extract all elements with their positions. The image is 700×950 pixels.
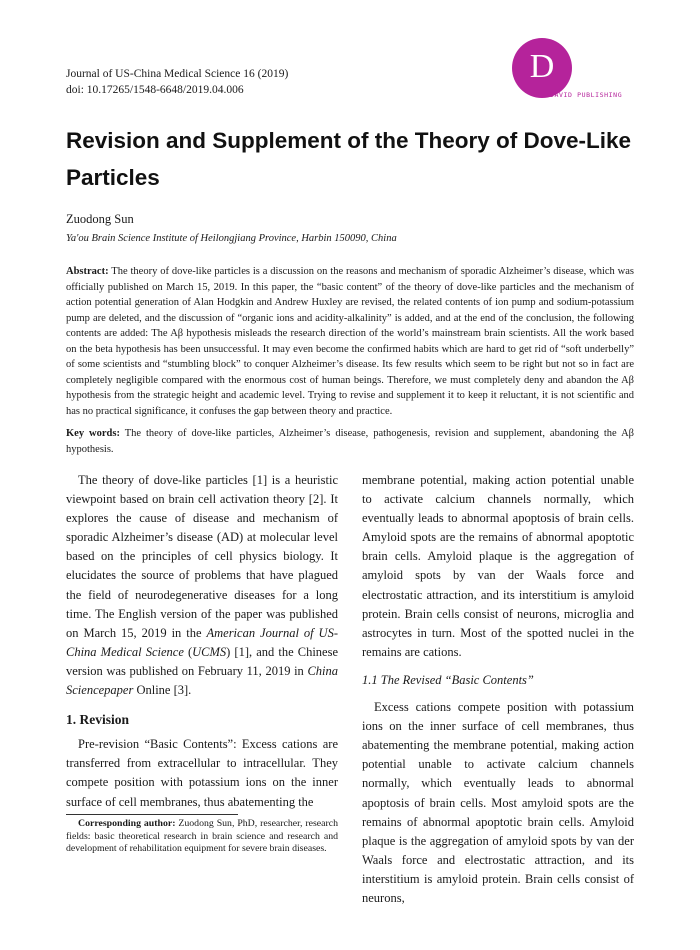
publisher-logo — [512, 38, 632, 118]
revision-paragraph: Pre-revision “Basic Contents”: Excess cations are transferred from extracellular to intracellular. They compete position with potassium ions on the inner surface of cell membranes, thus abatementing the — [66, 737, 338, 809]
keywords-label: Key words: — [66, 428, 120, 439]
intro-paragraph — [66, 471, 338, 700]
intro-text-d: Online [3]. — [133, 683, 192, 698]
section-heading: 1. Revision — [66, 712, 130, 728]
subsection-heading: 1.1 The Revised “Basic Contents” — [362, 672, 534, 687]
journal-name-2: China Sciencepaper — [66, 663, 338, 698]
journal-citation: Journal of US-China Medical Science 16 (2019) — [66, 68, 289, 80]
left-column — [66, 471, 338, 812]
paper-title: Revision and Supplement of the Theory of Dove-Like Particles — [66, 128, 632, 190]
footnote-text: Zuodong Sun, PhD, researcher, research fields: basic theoretical research in brain science and research and development of rehabilitation equipment for severe brain diseases. — [66, 818, 338, 854]
revised-contents-paragraph: Excess cations compete position with potassium ions on the inner surface of cell membranes, thus abatementing the membrane potential, making action potential unable to activate calcium channels normally, which eventually leads to abnormal apoptosis of brain cells. Most amyloid spots are the remains of abnormal apoptotic brain cells. Amyloid plaque is the aggregation of amyloid spots by van der Waals force and electrostatic attraction, and its interstitium is amyloid protein. Brain cells consist of neurons, — [362, 700, 634, 905]
abstract-label: Abstract: — [66, 266, 109, 277]
abstract-text: The theory of dove-like particles is a discussion on the reasons and mechanism of sporadic Alzheimer’s disease, which was officially published on March 15, 2019. In this paper, the “basic content” of the theory of dove-like particles and the mechanism of action potential generation of Alan Hodgkin and Andrew Huxley are revised, the related contents of ion pump and sodium-potassium pump are deleted, and the discussion of “organic ions and acidity-alkalinity” is added, and at the end of the conclusion, the following contents are added: The Aβ hypothesis misleads the research direction of the world’s mainstream brain scientists. All the work based on the beta hypothesis has been unsuccessful. It may even become the confirmed habits which are hard to get rid of “soft underbelly” of some scientists and “stumbling block” to conquer Alzheimer’s disease. Its few results which seem to be right but not so in fact are completely negligible compared with the enormous cost of human beings. Therefore, we must completely deny and abandon the Aβ hypothesis from the strategic height and academic level. Trying to revise and supplement it to keep it reluctant, it is not scientific and has no practical significance, it confuses the gap between theory and practice. — [66, 266, 634, 417]
journal-abbr: UCMS — [192, 644, 227, 659]
footnote — [66, 818, 338, 856]
intro-text-c: ) [1], and the Chinese version was published on February 11, 2019 in — [66, 644, 338, 678]
footnote-rule — [66, 814, 238, 815]
continued-paragraph: membrane potential, making action potential unable to activate calcium channels normally, which eventually leads to abnormal apoptosis of brain cells. Amyloid spots are the remains of abnormal apoptotic brain cells. Amyloid plaque is the aggregation of amyloid spots by van der Waals force and electrostatic attraction, and its interstitium is amyloid protein. Brain cells consist of neurons, microglia and astrocytes in turn. Most of the spotted nuclei in the remains are cations. — [362, 473, 634, 659]
journal-name: American Journal of US-China Medical Science — [66, 625, 338, 659]
journal-header — [66, 66, 288, 98]
author-affiliation: Ya'ou Brain Science Institute of Heilongjiang Province, Harbin 150090, China — [66, 233, 397, 244]
logo-circle: D — [512, 38, 572, 98]
intro-text-a: The theory of dove-like particles [1] is a heuristic viewpoint based on brain cell activation theory [2]. It explores the cause of disease and mechanism of sporadic Alzheimer’s disease (AD) at molecular level based on the principles of cell physics biology. It elucidates the source of problems that have plagued the field of neurodegenerative diseases for a long time. The English version of the paper was published on March 15, 2019 in the — [66, 473, 338, 640]
doi: doi: 10.17265/1548-6648/2019.04.006 — [66, 84, 244, 96]
logo-text: DAVID PUBLISHING — [550, 91, 623, 99]
author-name: Zuodong Sun — [66, 212, 134, 226]
abstract — [66, 264, 634, 419]
keywords — [66, 426, 634, 457]
intro-text-b: ( — [183, 644, 193, 659]
keywords-text: The theory of dove-like particles, Alzheimer’s disease, pathogenesis, revision and supplement, abandoning the Aβ hypothesis. — [66, 428, 634, 455]
footnote-label: Corresponding author: — [78, 818, 176, 829]
right-column — [362, 471, 634, 908]
